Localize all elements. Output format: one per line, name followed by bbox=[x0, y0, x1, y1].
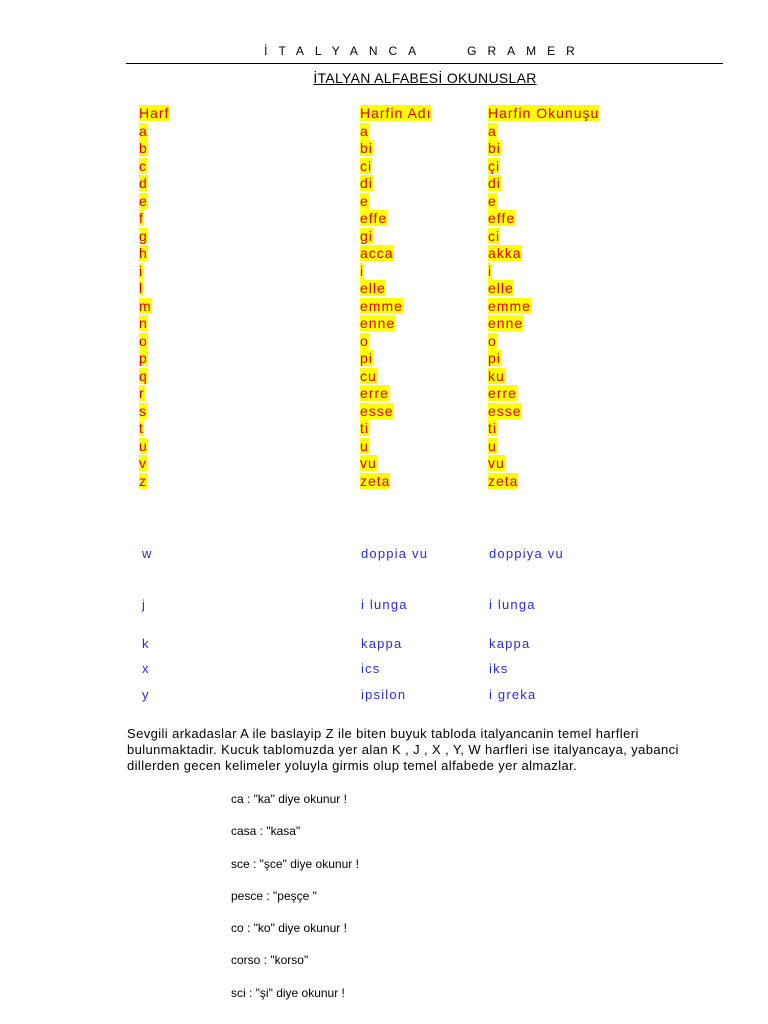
letter-cell: o bbox=[139, 332, 148, 349]
name-cell: cu bbox=[360, 367, 377, 384]
letter-cell: l bbox=[139, 280, 144, 296]
pronunciation-cell: ku bbox=[488, 367, 505, 384]
page-title: İTALYAN ALFABESİ OKUNUSLAR bbox=[313, 70, 537, 86]
name-cell: enne bbox=[360, 315, 396, 331]
letter-cell: k bbox=[142, 636, 150, 651]
letter-cell: s bbox=[139, 402, 147, 419]
pronunciation-cell: emme bbox=[488, 297, 531, 314]
letter-cell: j bbox=[142, 597, 147, 612]
pronunciation-cell: di bbox=[488, 175, 501, 191]
name-cell: kappa bbox=[361, 636, 403, 651]
name-cell: bi bbox=[360, 140, 373, 156]
letter-cell: w bbox=[142, 546, 153, 561]
extra-table-row bbox=[142, 661, 702, 677]
letter-cell: m bbox=[139, 297, 152, 314]
pronunciation-cell: i bbox=[488, 262, 493, 279]
letter-cell: v bbox=[139, 455, 147, 471]
name-cell: i lunga bbox=[361, 597, 408, 612]
name-cell: e bbox=[360, 192, 369, 209]
pronunciation-cell: i lunga bbox=[489, 597, 536, 612]
pronunciation-cell: pi bbox=[488, 350, 501, 366]
name-cell: ics bbox=[361, 661, 381, 676]
explanation-paragraph: Sevgili arkadaslar A ile baslayip Z ile biten buyuk tabloda italyancanin temel harfleri bulunmaktadir. Kucuk tablomuzda yer alan K , J , X , Y, W harfleri ise italyancaya, yabanci dillerden gecen kelimeler yoluyla girmis olup temel alfabede yer almazlar. bbox=[127, 726, 679, 773]
extra-table-row bbox=[142, 546, 702, 562]
example-line: sci : "şi" diye okunur ! bbox=[231, 985, 345, 1000]
header-rule bbox=[126, 63, 723, 64]
pronunciation-cell: a bbox=[488, 122, 497, 139]
letter-cell: i bbox=[139, 262, 144, 279]
pronunciation-cell: o bbox=[488, 332, 497, 349]
pronunciation-cell: iks bbox=[489, 661, 509, 676]
pronunciation-cell: akka bbox=[488, 245, 522, 261]
letter-cell: a bbox=[139, 122, 148, 139]
name-cell: ti bbox=[360, 420, 369, 436]
example-line: corso : "korso" bbox=[231, 953, 309, 968]
name-cell: emme bbox=[360, 297, 403, 314]
letter-cell: b bbox=[139, 140, 148, 156]
extra-table-row bbox=[142, 636, 702, 652]
letter-cell: z bbox=[139, 472, 147, 489]
name-cell: erre bbox=[360, 385, 389, 401]
name-cell: u bbox=[360, 437, 369, 454]
letter-cell: r bbox=[139, 385, 145, 401]
pronunciation-cell: effe bbox=[488, 210, 516, 226]
example-line: co : "ko" diye okunur ! bbox=[231, 921, 347, 936]
header-right: GRAMER bbox=[467, 44, 586, 58]
header-left: İTALYANCA bbox=[264, 44, 428, 58]
name-cell: ipsilon bbox=[361, 687, 407, 702]
letter-cell: x bbox=[142, 661, 150, 676]
name-cell: zeta bbox=[360, 472, 391, 489]
example-line: ca : "ka" diye okunur ! bbox=[231, 792, 347, 806]
letter-cell: y bbox=[142, 687, 150, 702]
pronunciation-cell: u bbox=[488, 437, 497, 454]
letter-cell: c bbox=[139, 157, 147, 174]
header-letter: Harf bbox=[139, 105, 170, 121]
name-cell: gi bbox=[360, 227, 373, 244]
letter-cell: h bbox=[139, 245, 148, 261]
pronunciation-cell: doppiya vu bbox=[489, 546, 564, 561]
pronunciation-cell: vu bbox=[488, 455, 505, 471]
name-cell: di bbox=[360, 175, 373, 191]
extra-table-row bbox=[142, 597, 702, 613]
pronunciation-cell: enne bbox=[488, 315, 524, 331]
pronunciation-cell: bi bbox=[488, 140, 501, 156]
header-pronunciation: Harfin Okunuşu bbox=[488, 105, 600, 121]
example-line: sce : "şce" diye okunur ! bbox=[231, 856, 359, 871]
letter-cell: u bbox=[139, 437, 148, 454]
pronunciation-cell: kappa bbox=[489, 636, 531, 651]
pronunciation-cell: esse bbox=[488, 402, 522, 419]
letter-cell: p bbox=[139, 350, 148, 366]
pronunciation-cell: ci bbox=[488, 227, 501, 244]
pronunciation-cell: e bbox=[488, 192, 497, 209]
pronunciation-cell: i greka bbox=[489, 687, 537, 702]
pronunciation-cell: çi bbox=[488, 157, 501, 174]
letter-cell: t bbox=[139, 420, 144, 436]
pronunciation-cell: elle bbox=[488, 280, 514, 296]
example-line: pesce : "peşçe " bbox=[231, 888, 317, 903]
pronunciation-cell: erre bbox=[488, 385, 517, 401]
extra-table-row bbox=[142, 687, 702, 703]
example-line: casa : "kasa" bbox=[231, 824, 301, 839]
letter-cell: d bbox=[139, 175, 148, 191]
letter-cell: e bbox=[139, 192, 148, 209]
name-cell: effe bbox=[360, 210, 388, 226]
name-cell: acca bbox=[360, 245, 394, 261]
name-cell: o bbox=[360, 332, 369, 349]
name-cell: i bbox=[360, 262, 365, 279]
name-cell: pi bbox=[360, 350, 373, 366]
pronunciation-cell: zeta bbox=[488, 472, 519, 489]
header-name: Harfin Adı bbox=[360, 105, 432, 121]
letter-cell: g bbox=[139, 227, 148, 244]
running-header bbox=[127, 44, 723, 58]
pronunciation-cell: ti bbox=[488, 420, 497, 436]
name-cell: ci bbox=[360, 157, 373, 174]
name-cell: elle bbox=[360, 280, 386, 296]
letter-cell: q bbox=[139, 367, 148, 384]
letter-cell: n bbox=[139, 315, 148, 331]
letter-cell: f bbox=[139, 210, 144, 226]
name-cell: doppia vu bbox=[361, 546, 429, 561]
name-cell: esse bbox=[360, 402, 394, 419]
name-cell: vu bbox=[360, 455, 377, 471]
name-cell: a bbox=[360, 122, 369, 139]
pronunciation-examples bbox=[231, 790, 359, 1016]
